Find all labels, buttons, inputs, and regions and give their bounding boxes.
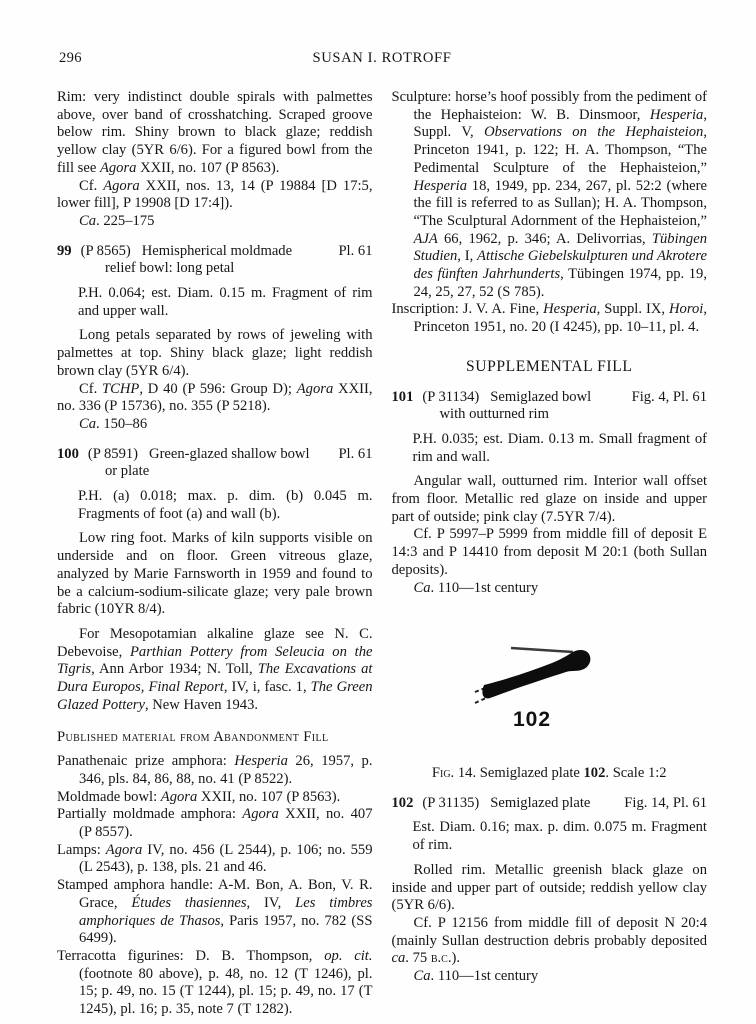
text-run: Ca [413,968,431,985]
text-run: , Paris 1957, no. 782 (SS 6499). [79,912,373,947]
text-run: op. cit. [324,947,373,964]
text-run: Fig. [431,764,455,781]
paragraph [392,862,708,915]
text-run: Est. Diam. 0.16; max. p. dim. 0.075 m. Fragment of rim. [412,819,707,854]
paragraph [57,753,373,788]
entry-title-line2: relief bowl: long petal [105,260,235,277]
entry-title-text: Semiglazed bowl [490,388,592,405]
entry-title [57,446,310,464]
text-run: XXII, no. 107 (P 8563). [136,159,280,176]
text-run: , D 40 (P 596: Group D); [139,380,297,397]
text-run: P.H. 0.035; est. Diam. 0.13 m. Small fragment of rim and wall. [412,430,707,465]
figure-number-label: 102 [513,708,552,732]
text-run: (footnote 80 above), p. 48, no. 12 (T 1246), pl. 15; p. 49, no. 15 (T 1244), pl. 15; p. 49, no. 17 (T 1245), pl. 16; p. 35, note 7 (T 1282). [79,965,373,1018]
entry-inventory-code: (P 8591) [87,445,139,462]
text-run: Rolled rim. Metallic greenish black glaze on inside and upper part of outside; reddish yellow clay (5YR 6/6). [391,861,707,914]
entry-first-line [392,389,708,407]
paragraph [57,327,373,380]
text-run: 66, 1962, p. 346; A. Delivorrias, [437,230,652,247]
text-run: , Tübingen 1974, pp. 19, 24, 25, 27, 52 (S 785). [413,266,707,300]
entry-inventory-code: (P 31134) [422,388,480,405]
text-run: Les timbres amphoriques de Thasos [79,894,373,929]
left-column [57,89,373,1019]
text-run: XXII, no. 107 (P 8563). [197,788,341,805]
entry-plate-reference: Fig. 4, Pl. 61 [631,388,707,405]
entry-number: 102 [391,794,414,811]
paragraph [413,819,708,854]
text-run: . 110—1st century [430,968,539,985]
paragraph [57,89,373,178]
page-header [57,50,707,70]
paragraph [57,948,373,1019]
text-run: Inscription: J. V. A. Fine, [391,301,544,318]
entry-number: 100 [57,445,79,462]
paragraph [392,473,708,526]
text-run: . 150–86 [96,415,148,432]
text-run: , Suppl. V, [413,106,707,141]
entry-title-line2: or plate [105,463,150,480]
text-run: Partially moldmade amphora: [57,806,243,823]
text-run: Hesperia [543,301,597,318]
plate-profile-svg [474,635,624,731]
text-run: Études thasiennes [131,894,247,911]
text-run: SUPPLEMENTAL FILL [466,357,633,375]
text-run: , Princeton 1951, no. 20 (I 4245), pp. 10–11, pl. 4. [413,301,707,336]
text-run: ca [391,950,406,967]
page-number: 296 [59,50,82,66]
entry-title-text: Green-glazed shallow bowl [149,445,310,462]
paragraph [392,301,708,336]
text-run: Low ring foot. Marks of kiln supports visible on underside and on floor. Green vitreous glaze, analyzed by Marie Farnsworth in 1959 and found to be a calcium-sodium-silicate glaze; very pale brown fabric (10YR 8/4). [57,530,373,618]
text-run: Angular wall, outturned rim. Interior wall offset from floor. Metallic red glaze on inside and upper part of outside; pink clay (7.5YR 7/4). [391,473,707,525]
paragraph [57,626,373,715]
text-run: Parthian Pottery from Seleucia on the Tigris [57,643,373,678]
text-run: Observations on the Hephaisteion [484,124,704,141]
text-run: The Excavations at Dura Europos, Final Report [57,661,373,696]
paragraph [57,806,373,841]
text-run: 18, 1949, pp. 234, 267, pl. 52:2 (where the fill is referred to as Sullan); H. A. Thompson, “The Sculptural Adornment of the Hephaisteion,” [413,177,707,229]
text-run: , I, [457,248,478,265]
text-run: Attische Giebelskulpturen und Akrotere des fünften Jahrhunderts [413,248,707,283]
section-heading [57,729,373,747]
text-run: TCHP [102,380,140,397]
text-run: Moldmade bowl: [57,788,161,805]
text-run: 26, 1957, p. 346, pls. 84, 86, 88, no. 41 (P 8522). [79,753,373,787]
text-run: XXII, no. 407 (P 8557). [79,806,373,841]
paragraph [392,915,708,968]
text-run: Agora [99,159,137,176]
text-run: Cf. [79,380,103,397]
entry-number: 99 [57,242,72,259]
text-run: . 110—1st century [430,579,539,596]
entry-first-line [57,243,373,261]
text-run: . 75 [405,950,431,967]
paragraph [57,877,373,948]
text-run: Long petals separated by rows of jeweling with palmettes at top. Shiny black glaze; light reddish brown clay (5YR 6/4). [57,327,373,379]
paragraph [57,789,373,807]
paragraph [57,416,373,434]
entry-title [392,795,591,813]
text-run: Hesperia [234,753,288,770]
text-run: Hesperia [413,177,468,194]
text-run: . 225–175 [96,212,155,229]
paragraph [78,285,373,320]
text-run: b.c. [430,950,452,967]
paragraph [392,89,708,301]
text-run: Cf. [79,177,104,194]
entry-title [392,389,592,407]
plate-profile-shape [483,650,591,698]
text-run: 102 [583,764,606,781]
catalog-entry-heading [392,795,708,813]
text-run: Cf. P 12156 from middle fill of deposit N 20:4 (mainly Sullan destruction debris probably deposited [391,914,707,949]
paragraph [57,381,373,416]
entry-inventory-code: (P 31135) [422,794,480,811]
text-run: , New Haven 1943. [144,696,259,713]
figure-caption [392,765,708,783]
entry-first-line [392,795,708,813]
text-run: , IV, i, fasc. 1, [223,679,311,696]
text-run: XXII, no. 336 (P 15736), no. 355 (P 5218). [57,380,373,415]
paragraph [78,488,373,523]
text-run: Published material from Abandonment Fill [57,728,329,745]
text-run: Ca [79,415,97,432]
text-run: Agora [160,788,198,805]
rim-diameter-line [511,648,573,652]
paragraph [392,968,708,986]
catalog-entry-heading [392,389,708,424]
paragraph [57,178,373,213]
text-run: ). [451,950,460,967]
catalog-entry-heading [57,446,373,481]
figure-drawing [392,635,708,737]
text-run: P.H. 0.064; est. Diam. 0.15 m. Fragment of rim and upper wall. [78,285,373,319]
text-run: . Scale 1:2 [605,764,667,781]
text-run: Agora [103,177,140,194]
text-run: Hesperia [649,106,704,123]
break-edge-dash-icon [475,698,486,703]
entry-plate-reference: Pl. 61 [338,445,373,462]
entry-plate-reference: Fig. 14, Pl. 61 [624,794,707,811]
entry-title-text: Semiglazed plate [490,794,591,811]
paragraph [57,213,373,231]
paragraph [392,526,708,579]
text-run: , Ann Arbor 1934; N. Toll, [91,661,258,678]
paragraph [57,842,373,877]
text-run: Panathenaic prize amphora: [57,753,235,770]
text-run: For Mesopotamian alkaline glaze see N. C. Debevoise, [57,625,373,660]
text-run: The Green Glazed Pottery [57,679,373,713]
text-run: Cf. P 5997–P 5999 from middle fill of deposit E 14:3 and P 14410 from deposit M 20:1 (both Sullan deposits). [391,526,707,578]
text-run: AJA [413,230,438,247]
text-run: Rim: very indistinct double spirals with palmettes above, over band of crosshatching. Scraped groove below rim. Shiny brown to black glaze; reddish yellow clay (5YR 6/6). For a figured bowl from the fill see [57,89,373,176]
text-run: Agora [105,841,143,858]
catalog-entry-heading [57,243,373,278]
text-run: Ca [79,212,97,229]
text-run: 14. Semiglazed plate [454,764,584,781]
entry-inventory-code: (P 8565) [80,242,131,259]
entry-title-line2: with outturned rim [439,406,549,423]
running-head-author: SUSAN I. ROTROFF [312,50,452,66]
text-run: , Princeton 1941, p. 122; H. A. Thompson, “The Pedimental Sculpture of the Hephaisteion,” [413,124,707,176]
text-run: Lamps: [57,841,106,858]
text-run: Stamped amphora handle: A-M. Bon, A. Bon, V. R. Grace, [57,877,373,911]
section-heading [392,358,708,376]
text-run: Agora [296,380,334,397]
text-run: Agora [242,806,279,823]
entry-first-line [57,446,373,464]
right-column [392,89,708,1019]
text-run: XXII, nos. 13, 14 (P 19884 [D 17:5, lower fill], P 19908 [D 17:4]). [57,177,373,212]
entry-title-text: Hemispherical moldmade [141,242,293,259]
text-run: Horoi [669,301,704,318]
text-run: IV, no. 456 (L 2544), p. 106; no. 559 (L 2543), p. 138, pls. 21 and 46. [79,841,373,876]
entry-number: 101 [391,388,414,405]
text-run: Tübingen Studien [413,230,707,265]
entry-plate-reference: Pl. 61 [338,242,373,259]
text-run: P.H. (a) 0.018; max. p. dim. (b) 0.045 m. Fragments of foot (a) and wall (b). [78,488,373,522]
text-run: Ca [413,579,431,596]
text-run: , Suppl. IX, [596,301,670,318]
paragraph [392,580,708,598]
text-run: , IV, [246,894,296,911]
paragraph [413,431,708,466]
entry-title [57,243,292,261]
text-run: Sculpture: horse’s hoof possibly from the pediment of the Hephaisteion: W. B. Dinsmoor, [391,89,707,123]
text-run: Terracotta figurines: D. B. Thompson, [57,947,325,964]
two-column-text [57,89,707,1019]
paragraph [57,530,373,619]
